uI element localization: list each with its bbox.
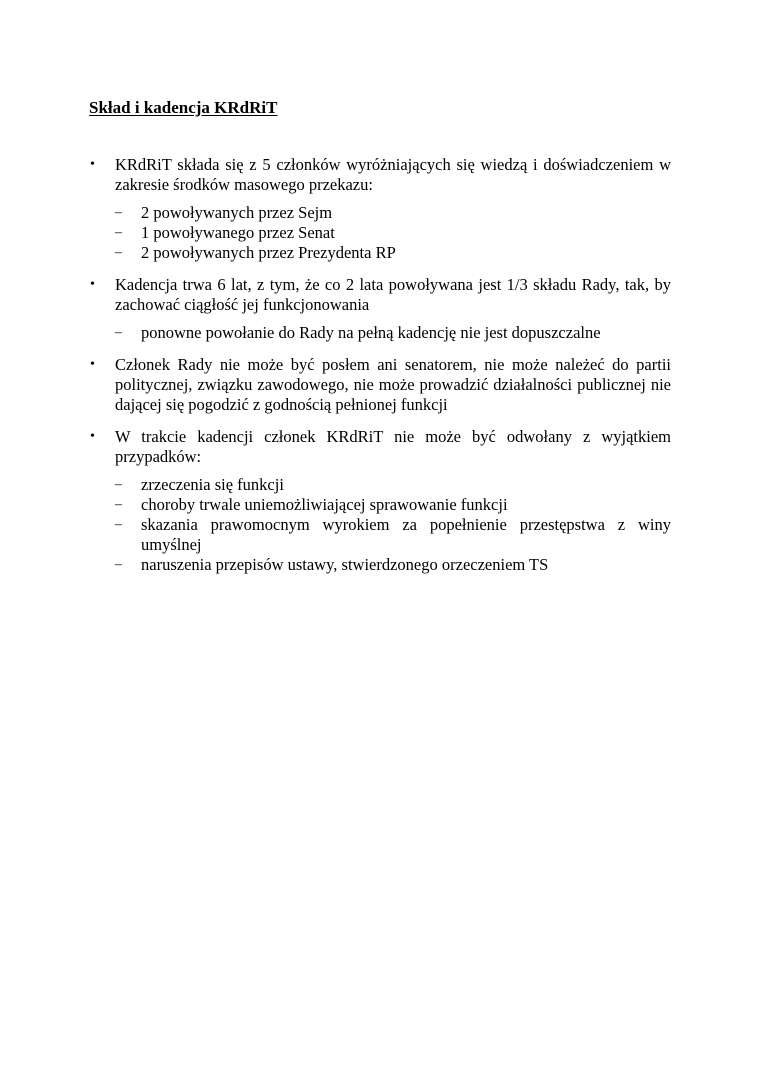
dash-marker: – [115,325,122,340]
dash-marker: – [115,517,122,532]
bullet-text: W trakcie kadencji członek KRdRiT nie może być odwołany z wyjątkiem przypadków: [115,427,671,466]
dash-marker: – [115,205,122,220]
bullet-item [89,355,671,415]
sub-list [115,203,671,263]
sub-item-text: 1 powoływanego przez Senat [141,223,335,242]
sub-list [115,475,671,575]
section-heading: Skład i kadencja KRdRiT [89,98,278,117]
sub-item [115,243,671,263]
dash-marker: – [115,225,122,240]
bullet-marker: • [90,429,95,444]
sub-item [115,475,671,495]
sub-item-text: choroby trwale uniemożliwiającej sprawowanie funkcji [141,495,508,514]
bullet-item [89,427,671,575]
dash-marker: – [115,477,122,492]
sub-item [115,515,671,555]
sub-item [115,495,671,515]
sub-item [115,323,671,343]
bullet-item [89,275,671,343]
sub-list [115,323,671,343]
bullet-marker: • [90,357,95,372]
sub-item-text: skazania prawomocnym wyrokiem za popełnienie przestępstwa z winy umyślnej [141,515,671,554]
bullet-text: KRdRiT składa się z 5 członków wyróżniających się wiedzą i doświadczeniem w zakresie środków masowego przekazu: [115,155,671,194]
bullet-marker: • [90,157,95,172]
sub-item-text: 2 powoływanych przez Prezydenta RP [141,243,396,262]
bullet-text: Kadencja trwa 6 lat, z tym, że co 2 lata powoływana jest 1/3 składu Rady, tak, by zachować ciągłość jej funkcjonowania [115,275,671,314]
bullet-marker: • [90,277,95,292]
sub-item-text: ponowne powołanie do Rady na pełną kadencję nie jest dopuszczalne [141,323,601,342]
dash-marker: – [115,557,122,572]
sub-item [115,223,671,243]
dash-marker: – [115,497,122,512]
sub-item-text: naruszenia przepisów ustawy, stwierdzonego orzeczeniem TS [141,555,549,574]
sub-item-text: 2 powoływanych przez Sejm [141,203,333,222]
bullet-item [89,155,671,263]
sub-item [115,555,671,575]
sub-item-text: zrzeczenia się funkcji [141,475,284,494]
dash-marker: – [115,245,122,260]
bullet-text: Członek Rady nie może być posłem ani senatorem, nie może należeć do partii politycznej, związku zawodowego, nie może prowadzić działalności publicznej nie dającej się pogodzić z godnością pełnionej funkcji [115,355,671,414]
bullet-list [89,155,671,587]
sub-item [115,203,671,223]
